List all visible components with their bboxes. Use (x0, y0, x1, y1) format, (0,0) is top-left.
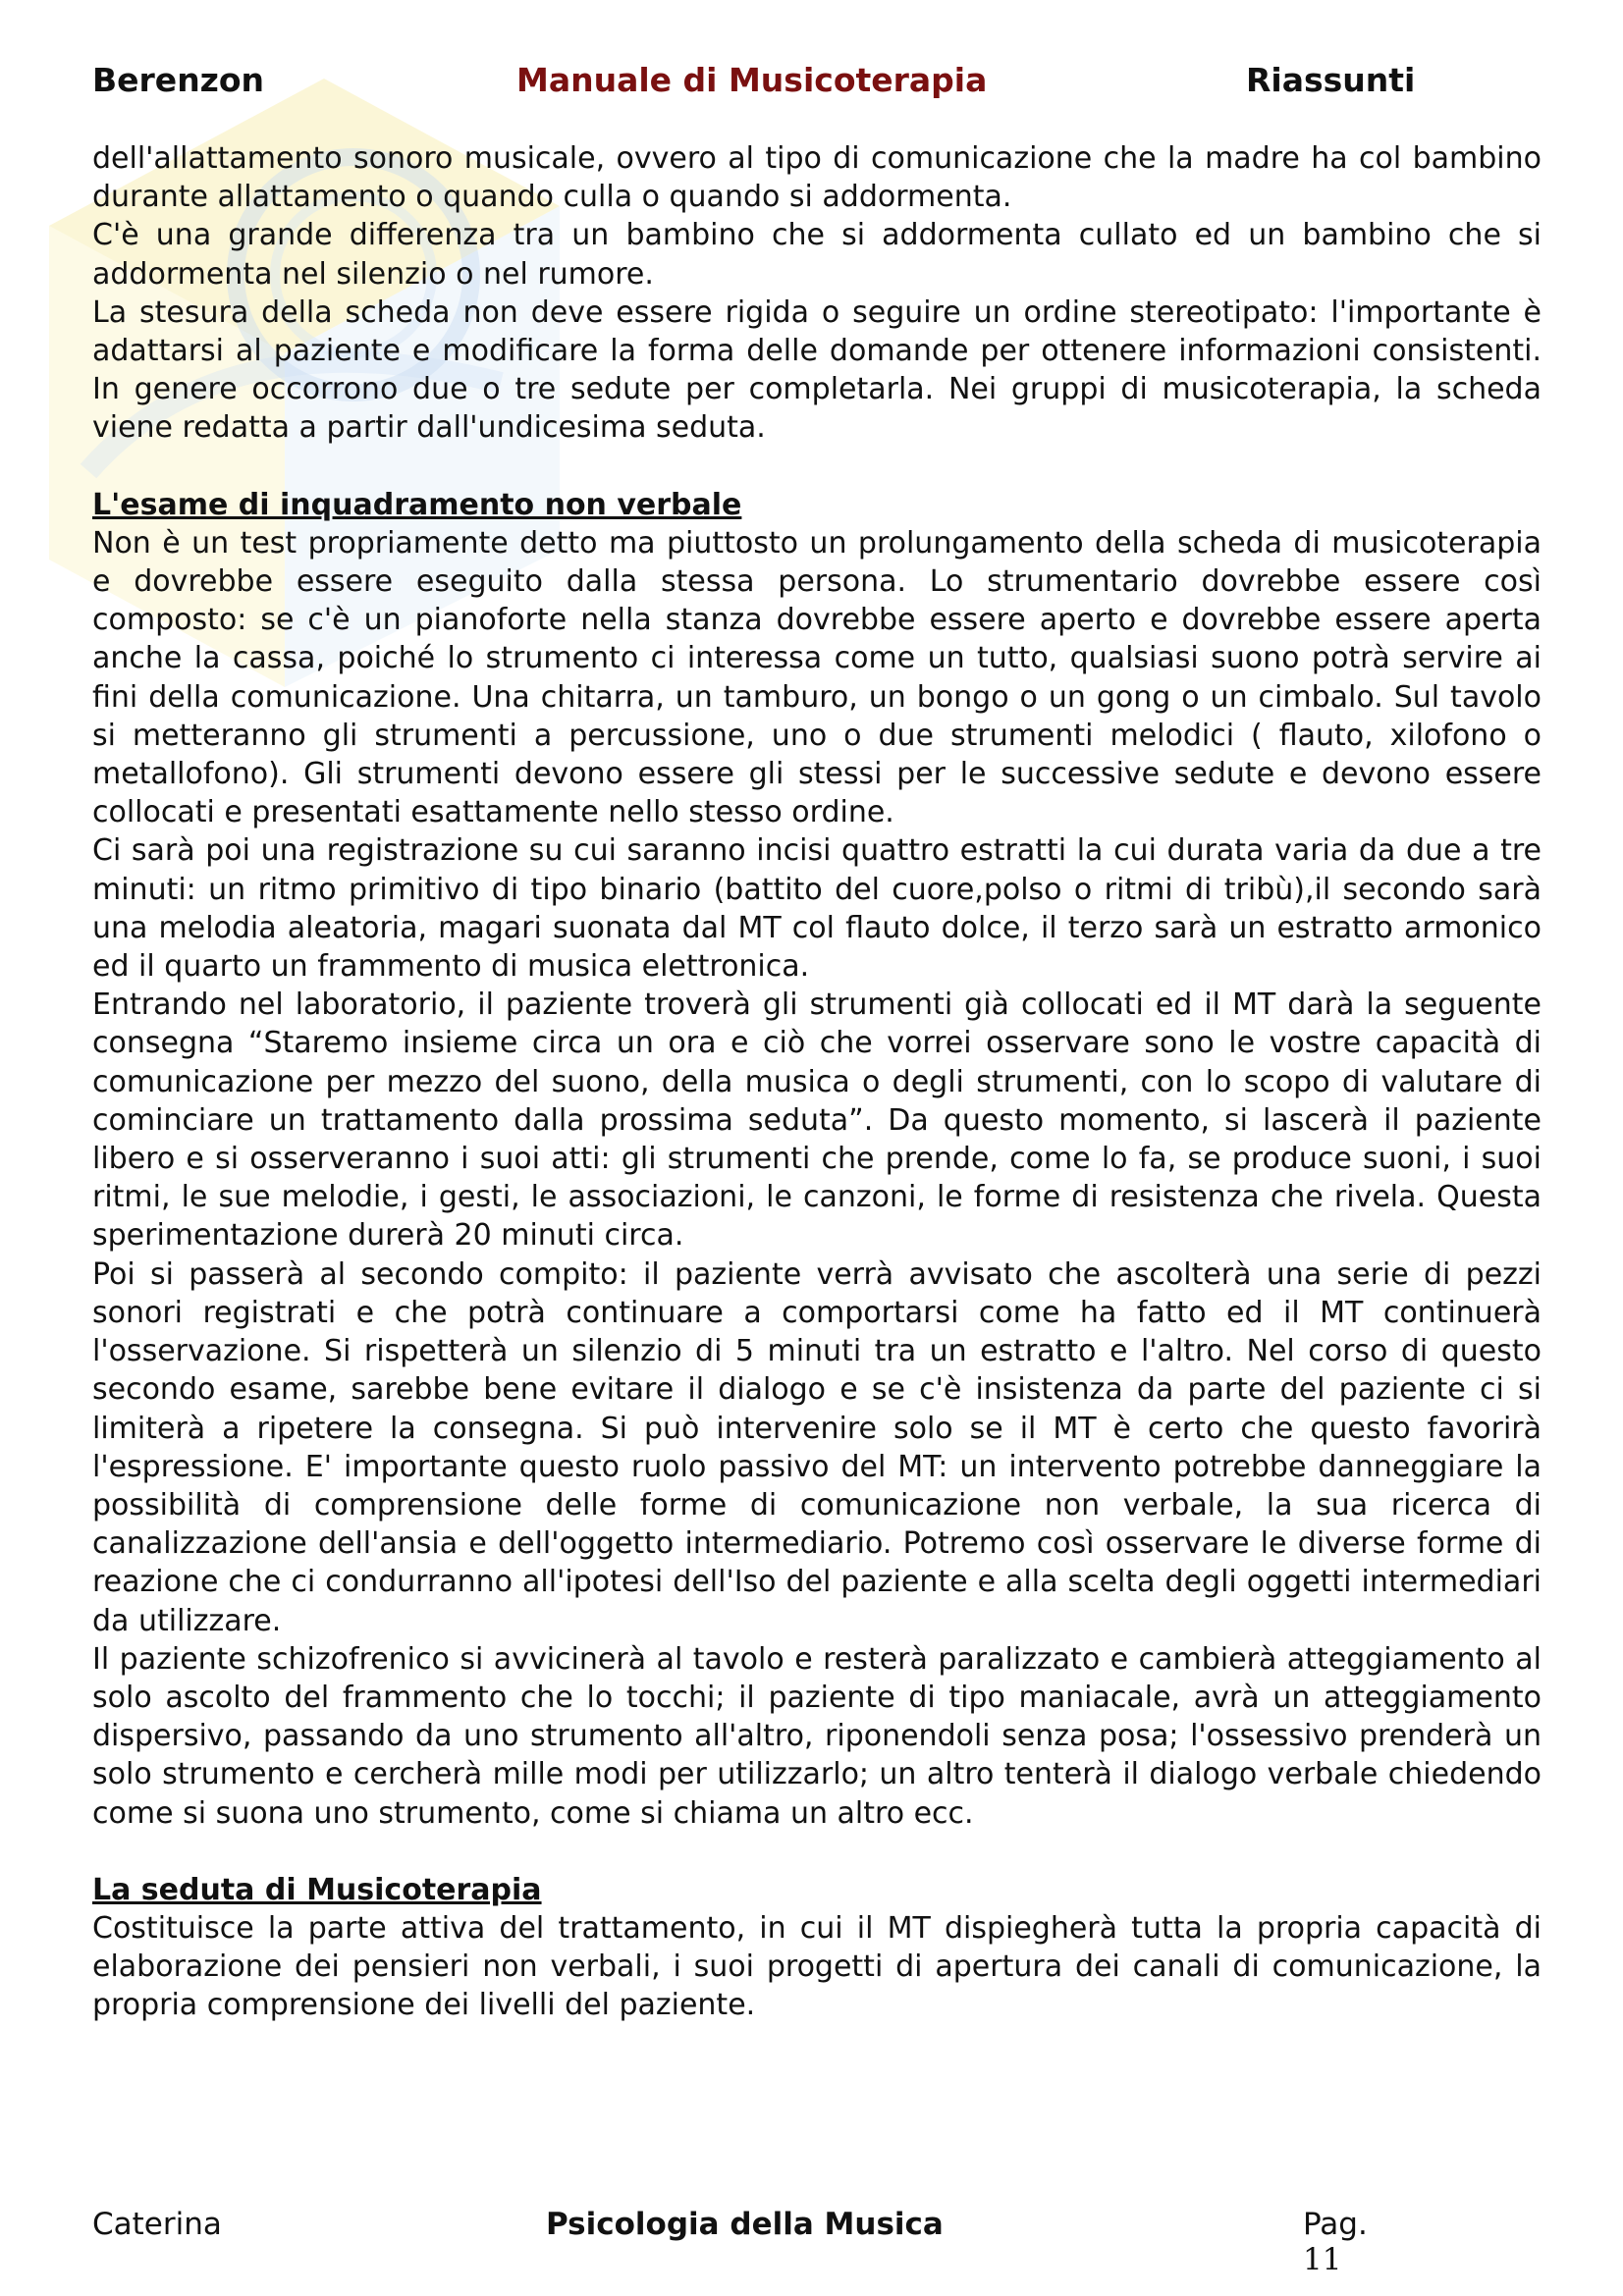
paragraph: Costituisce la parte attiva del trattamento, in cui il MT dispiegherà tutta la propria capacità di elaborazione dei pensieri non verbali, i suoi progetti di apertura dei canali di comunicazione, la propria comprensione dei livelli del paziente. (92, 1910, 1542, 2023)
header-author: Berenzon (92, 61, 265, 99)
spacer (92, 448, 1542, 486)
page-header (92, 61, 1416, 110)
paragraph: Entrando nel laboratorio, il paziente troverà gli strumenti già collocati ed il MT darà la seguente consegna “Staremo insieme circa un ora e ciò che vorrei osservare sono le vostre capacità di comunicazione per mezzo del suono, della musica o degli strumenti, con lo scopo di valutare di cominciare un trattamento dalla prossima seduta”. Da questo momento, si lascerà il paziente libero e si osserveranno i suoi atti: gli strumenti che prende, come lo fa, se produce suoni, i suoi ritmi, le sue melodie, i gesti, le associazioni, le canzoni, le forme di resistenza che rivela. Questa sperimentazione durerà 20 minuti circa. (92, 988, 1542, 1254)
header-title: Manuale di Musicoterapia (516, 61, 988, 99)
paragraph: Il paziente schizofrenico si avvicinerà al tavolo e resterà paralizzato e cambierà atteggiamento al solo ascolto del frammento che lo tocchi; il paziente di tipo maniacale, avrà un atteggiamento dispersivo, passando da uno strumento all'altro, riponendoli senza posa; l'ossessivo prenderà un solo strumento e cercherà mille modi per utilizzarlo; un altro tenterà il dialogo verbale chiedendo come si suona uno strumento, come si chiama un altro ecc. (92, 1641, 1542, 1831)
footer-author: Caterina (92, 2207, 222, 2242)
paragraph: La stesura della scheda non deve essere rigida o seguire un ordine stereotipato: l'importante è adattarsi al paziente e modificare la forma delle domande per ottenere informazioni consistenti. In genere occorrono due o tre sedute per completarla. Nei gruppi di musicoterapia, la scheda viene redatta a partir dall'undicesima seduta. (92, 294, 1542, 446)
paragraph: dell'allattamento sonoro musicale, ovvero al tipo di comunicazione che la madre ha col bambino durante allattamento o quando culla o quando si addormenta. (92, 141, 1542, 215)
document-body (92, 139, 1542, 2025)
spacer (92, 1833, 1542, 1871)
page-number (1303, 2207, 1416, 2277)
paragraph: Non è un test propriamente detto ma piuttosto un prolungamento della scheda di musicoterapia e dovrebbe essere eseguito dalla stessa persona. Lo strumentario dovrebbe essere così composto: se c'è un pianoforte nella stanza dovrebbe essere aperto e dovrebbe essere aperta anche la cassa, poiché lo strumento ci interessa come un tutto, qualsiasi suono potrà servire ai fini della comunicazione. Una chitarra, un tamburo, un bongo o un gong o un cimbalo. Sul tavolo si metteranno gli strumenti a percussione, uno o due strumenti melodici ( flauto, xilofono o metallofono). Gli strumenti devono essere gli stessi per le successive sedute e devono essere collocati e presentati esattamente nello stesso ordine. (92, 525, 1542, 830)
section-heading: La seduta di Musicoterapia (92, 1872, 542, 1907)
header-type: Riassunti (1246, 61, 1416, 99)
section-heading: L'esame di inquadramento non verbale (92, 487, 742, 522)
paragraph: C'è una grande differenza tra un bambino che si addormenta cullato ed un bambino che si addormenta nel silenzio o nel rumore. (92, 218, 1542, 292)
paragraph: Ci sarà poi una registrazione su cui saranno incisi quattro estratti la cui durata varia da due a tre minuti: un ritmo primitivo di tipo binario (battito del cuore,polso o ritmi di tribù),il secondo sarà una melodia aleatoria, magari suonata dal MT col flauto dolce, il terzo sarà un estratto armonico ed il quarto un frammento di musica elettronica. (92, 833, 1542, 985)
page-label: Pag. (1303, 2207, 1368, 2242)
page-footer (92, 2207, 1416, 2277)
page-number-value: 11 (1303, 2242, 1342, 2277)
footer-subject: Psicologia della Musica (546, 2207, 944, 2242)
paragraph: Poi si passerà al secondo compito: il paziente verrà avvisato che ascolterà una serie di pezzi sonori registrati e che potrà continuare a comportarsi come ha fatto ed il MT continuerà l'osservazione. Si rispetterà un silenzio di 5 minuti tra un estratto e l'altro. Nel corso di questo secondo esame, sarebbe bene evitare il dialogo e se c'è insistenza da parte del paziente ci si limiterà a ripetere la consegna. Si può intervenire solo se il MT è certo che questo favorirà l'espressione. E' importante questo ruolo passivo del MT: un intervento potrebbe danneggiare la possibilità di comprensione delle forme di comunicazione non verbale, la sua ricerca di canalizzazione dell'ansia e dell'oggetto intermediario. Potremo così osservare le diverse forme di reazione che ci condurranno all'ipotesi dell'Iso del paziente e alla scelta degli oggetti intermediari da utilizzare. (92, 1256, 1542, 1638)
